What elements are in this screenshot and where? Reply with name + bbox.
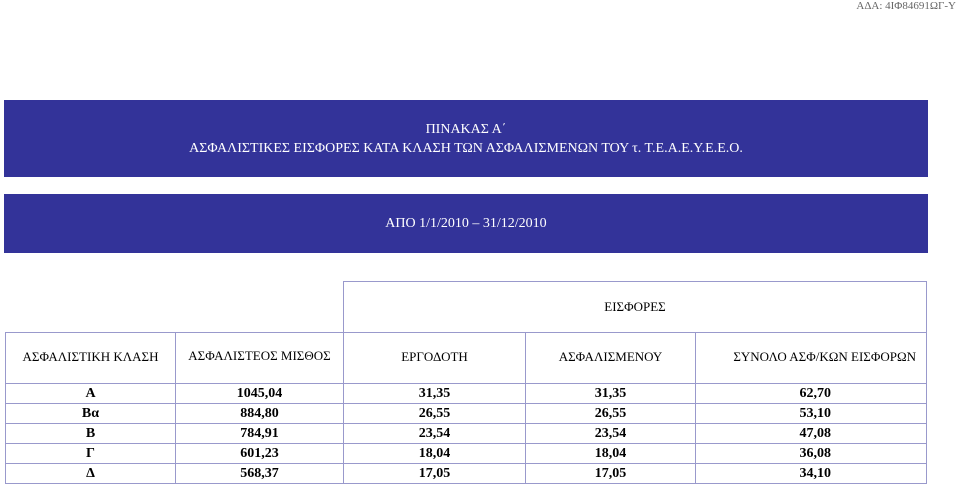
period-banner [4, 194, 928, 253]
col-header-employer: ΕΡΓΟΔΟΤΗ [344, 333, 526, 384]
table-title: ΠΙΝΑΚΑΣ Α΄ [425, 122, 507, 137]
cell-salary: 784,91 [176, 424, 344, 444]
col-header-salary: ΑΣΦΑΛΙΣΤΕΟΣ ΜΙΣΘΟΣ [176, 333, 344, 384]
cell-employer: 26,55 [344, 404, 526, 424]
col-header-insured: ΑΣΦΑΛΙΣΜΕΝΟΥ [526, 333, 696, 384]
cell-salary: 601,23 [176, 444, 344, 464]
table-row [6, 404, 927, 424]
cell-total: 53,10 [696, 404, 927, 424]
table-subtitle: ΑΣΦΑΛΙΣΤΙΚΕΣ ΕΙΣΦΟΡΕΣ ΚΑΤΑ ΚΛΑΣΗ ΤΩΝ ΑΣΦΑΛΙΣΜΕΝΩΝ ΤΟΥ τ. Τ.Ε.Α.Ε.Υ.Ε.Ε.Ο. [189, 141, 743, 156]
cell-insured: 31,35 [526, 384, 696, 404]
cell-insured: 26,55 [526, 404, 696, 424]
col-header-total: ΣΥΝΟΛΟ ΑΣΦ/ΚΩΝ ΕΙΣΦΟΡΩΝ [696, 333, 927, 384]
ada-code: ΑΔΑ: 4ΙΦ84691ΩΓ-Υ [856, 0, 956, 12]
cell-employer: 31,35 [344, 384, 526, 404]
cell-total: 34,10 [696, 464, 927, 484]
cell-salary: 884,80 [176, 404, 344, 424]
cell-salary: 1045,04 [176, 384, 344, 404]
col-header-class: ΑΣΦΑΛΙΣΤΙΚΗ ΚΛΑΣΗ [6, 333, 176, 384]
period-label: ΑΠΟ 1/1/2010 – 31/12/2010 [385, 216, 547, 231]
table-row [6, 424, 927, 444]
cell-total: 62,70 [696, 384, 927, 404]
table-row [6, 464, 927, 484]
cell-employer: 17,05 [344, 464, 526, 484]
empty-cell [6, 282, 344, 333]
cell-insured: 18,04 [526, 444, 696, 464]
cell-total: 36,08 [696, 444, 927, 464]
contributions-table [5, 281, 927, 484]
cell-insured: 17,05 [526, 464, 696, 484]
cell-class: Δ [6, 464, 176, 484]
column-header-row [6, 333, 927, 384]
title-banner [4, 100, 928, 177]
cell-total: 47,08 [696, 424, 927, 444]
group-header: ΕΙΣΦΟΡΕΣ [344, 282, 927, 333]
cell-employer: 18,04 [344, 444, 526, 464]
cell-employer: 23,54 [344, 424, 526, 444]
cell-class: Β [6, 424, 176, 444]
cell-class: Βα [6, 404, 176, 424]
cell-class: Γ [6, 444, 176, 464]
table-row [6, 384, 927, 404]
cell-salary: 568,37 [176, 464, 344, 484]
cell-class: Α [6, 384, 176, 404]
table-row [6, 444, 927, 464]
group-header-row [6, 282, 927, 333]
cell-insured: 23,54 [526, 424, 696, 444]
